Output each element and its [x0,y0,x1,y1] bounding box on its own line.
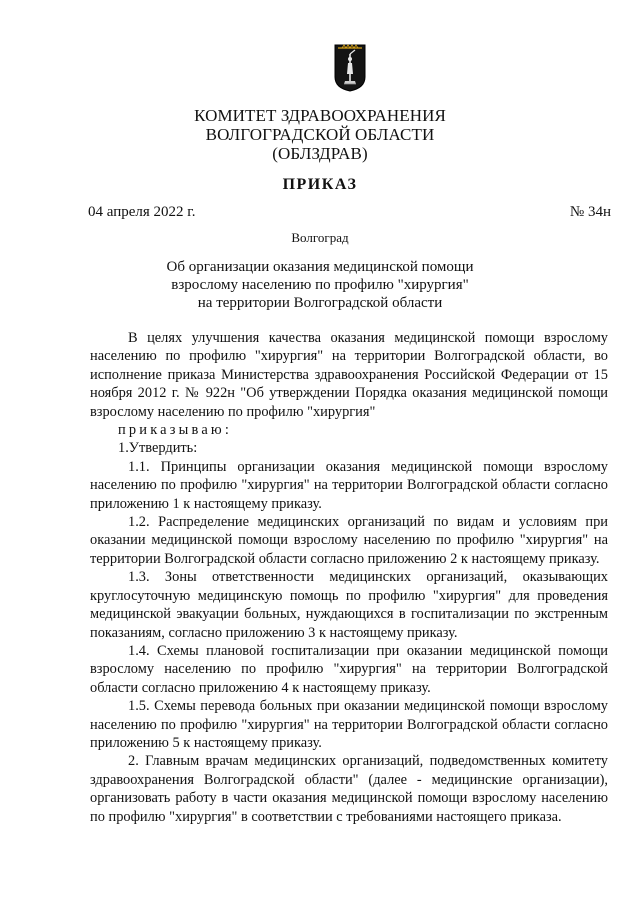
item-1-5: 1.5. Схемы перевода больных при оказании медицинской помощи взрослому населению по профилю "хирургия" на территории Волгоградской области согласно приложению 5 к настоящему приказу. [90,698,608,751]
order-title: ПРИКАЗ [282,176,358,193]
item-1-2: 1.2. Распределение медицинских организаций по видам и условиям при оказании медицинской помощи взрослому населению по профилю "хирургия" на территории Волгоградской области согласно приложению 2 к настоящему приказу. [90,514,608,567]
order-body [90,329,608,826]
subject-line2: взрослому населению по профилю "хирургия" [171,277,469,293]
order-date: 04 апреля 2022 г. [88,204,196,220]
order-city: Волгоград [291,230,349,245]
preamble-paragraph: В целях улучшения качества оказания медицинской помощи взрослому населению по профилю "хирургия" на территории Волгоградской области, во исполнение приказа Министерства здравоохранения Российской Федерации от 15 ноября 2012 г. № 922н "Об утверждении Порядка оказания медицинской помощи взрослому населению по профилю "хирургия" [90,330,608,420]
organization-name-line2: ВОЛГОГРАДСКОЙ ОБЛАСТИ [205,125,435,144]
subject-line3: на территории Волгоградской области [197,295,443,311]
item-1-1: 1.1. Принципы организации оказания медицинской помощи взрослому населению по профилю "хирургия" на территории Волгоградской области согласно приложению 1 к настоящему приказу. [90,458,608,512]
item-2: 2. Главным врачам медицинских организаций, подведомственных комитету здравоохранения Волгоградской области" (далее - медицинские организации), организовать работу в части оказания медицинской помощи взрослому населению по профилю "хирургия" в соответствии с требованиями настоящего приказа. [90,753,608,825]
organization-abbreviation: (ОБЛЗДРАВ) [272,144,368,163]
item-1: 1.Утвердить: [118,440,198,457]
order-number: № 34н [569,204,611,220]
item-1-4: 1.4. Схемы плановой госпитализации при оказании медицинской помощи взрослому населению по профилю "хирургия" на территории Волгоградской области согласно приложению 4 к настоящему приказу. [90,642,608,696]
order-word: приказываю: [118,422,233,439]
volgograd-coat-of-arms-icon [334,44,366,92]
subject-line1: Об организации оказания медицинской помощи [166,259,474,275]
item-1-3: 1.3. Зоны ответственности медицинских организаций, оказывающих круглосуточную медицинскую помощь по профилю "хирургия" для проведения медицинской эвакуации больных, нуждающихся в госпитализации по экстренным показаниям, согласно приложению 3 к настоящему приказу. [90,569,608,641]
organization-name-line1: КОМИТЕТ ЗДРАВООХРАНЕНИЯ [194,106,446,125]
